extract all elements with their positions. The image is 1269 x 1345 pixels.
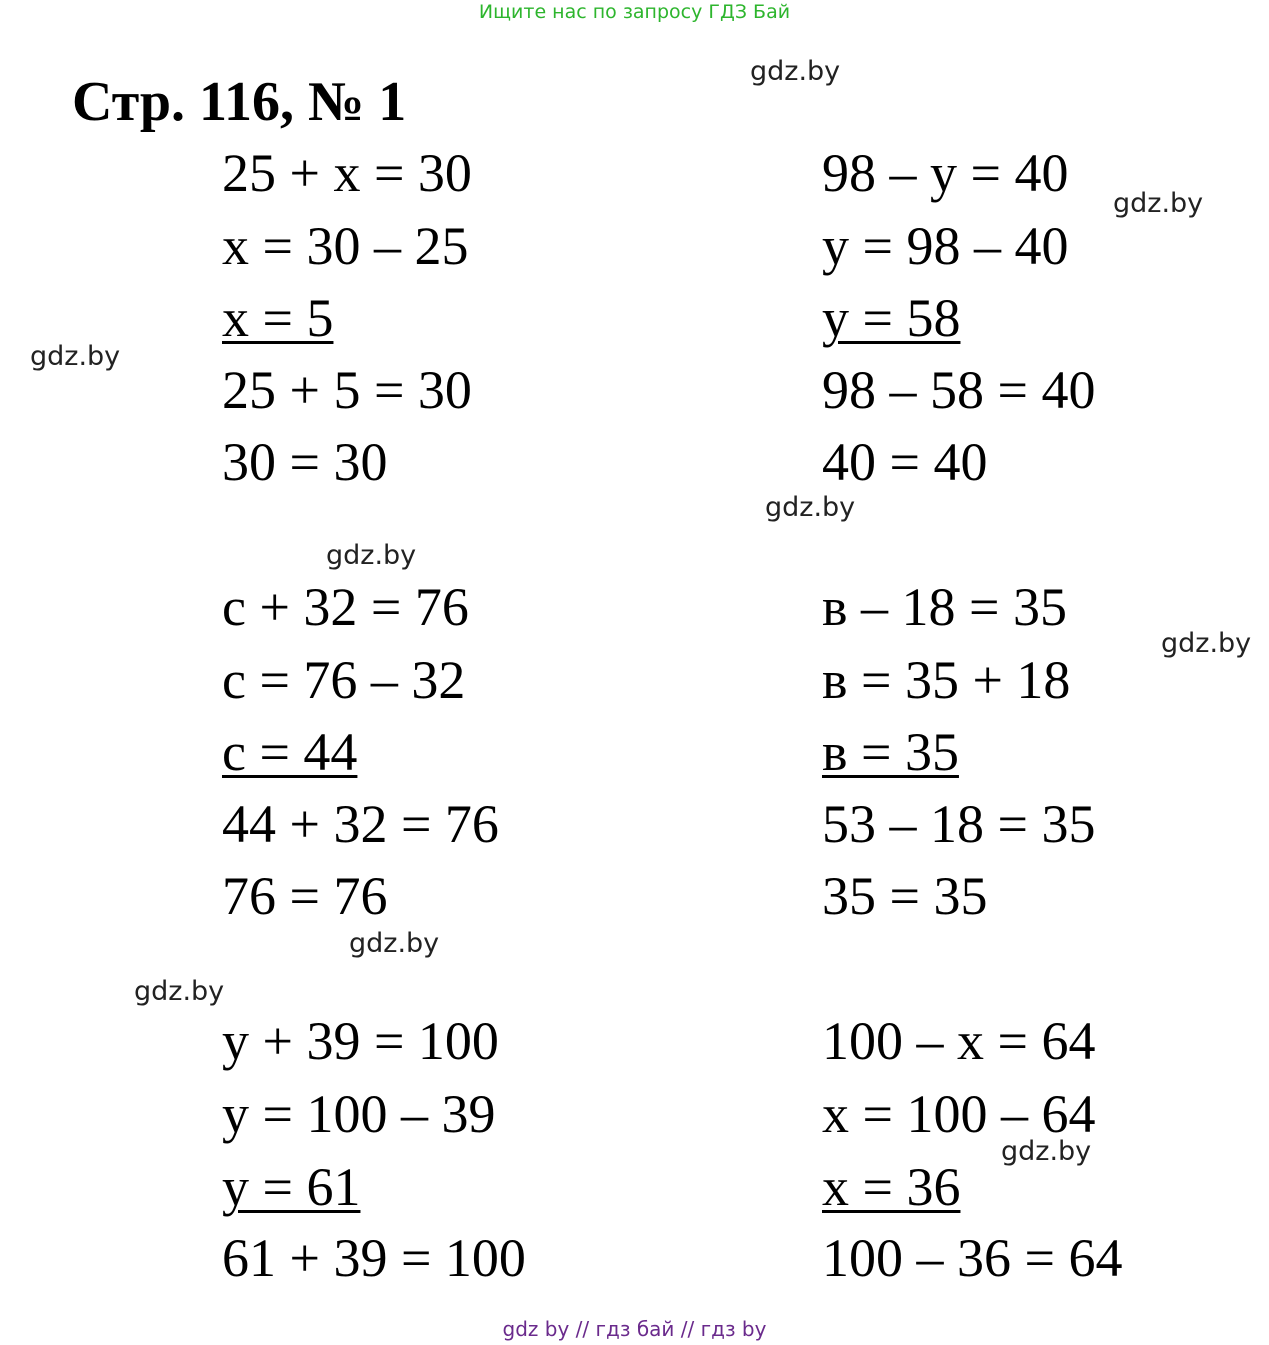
watermark: gdz.by [1001, 1136, 1092, 1167]
equation-line: 76 = 76 [222, 866, 388, 926]
watermark: gdz.by [30, 341, 121, 372]
watermark: gdz.by [1161, 628, 1252, 659]
equation-line: в = 35 + 18 [822, 650, 1071, 710]
equation-line: c = 76 – 32 [222, 650, 466, 710]
watermark: gdz.by [1113, 188, 1204, 219]
equation-line: 98 – 58 = 40 [822, 360, 1096, 420]
equation-line: c + 32 = 76 [222, 577, 469, 637]
equation-line: 100 – 36 = 64 [822, 1228, 1123, 1288]
footer-links: gdz by // гдз бай // гдз by [502, 1317, 767, 1341]
watermark: gdz.by [349, 928, 440, 959]
page-title: Стр. 116, № 1 [72, 71, 407, 133]
watermark: gdz.by [134, 976, 225, 1007]
equation-line: 30 = 30 [222, 432, 388, 492]
equation-line: 98 – y = 40 [822, 143, 1069, 203]
equation-answer: x = 36 [822, 1157, 961, 1217]
equation-line: x = 30 – 25 [222, 216, 469, 276]
equation-line: 40 = 40 [822, 432, 988, 492]
equation-line: 35 = 35 [822, 866, 988, 926]
equation-line: 25 + x = 30 [222, 143, 472, 203]
equation-answer: в = 35 [822, 722, 959, 782]
equation-answer: c = 44 [222, 722, 358, 782]
equation-line: x = 100 – 64 [822, 1084, 1096, 1144]
equation-line: 61 + 39 = 100 [222, 1228, 526, 1288]
search-banner: Ищите нас по запросу ГДЗ Бай [478, 1, 791, 23]
equation-line: в – 18 = 35 [822, 577, 1067, 637]
equation-answer: x = 5 [222, 288, 334, 348]
equation-line: 100 – x = 64 [822, 1011, 1096, 1071]
equation-line: y = 100 – 39 [222, 1084, 496, 1144]
equation-line: 44 + 32 = 76 [222, 794, 499, 854]
equation-line: y = 98 – 40 [822, 216, 1069, 276]
equation-line: 25 + 5 = 30 [222, 360, 472, 420]
watermark: gdz.by [750, 56, 841, 87]
watermark: gdz.by [765, 492, 856, 523]
equation-answer: y = 61 [222, 1157, 361, 1217]
equation-line: 53 – 18 = 35 [822, 794, 1096, 854]
equation-line: y + 39 = 100 [222, 1011, 499, 1071]
equation-answer: y = 58 [822, 288, 961, 348]
watermark: gdz.by [326, 540, 417, 571]
